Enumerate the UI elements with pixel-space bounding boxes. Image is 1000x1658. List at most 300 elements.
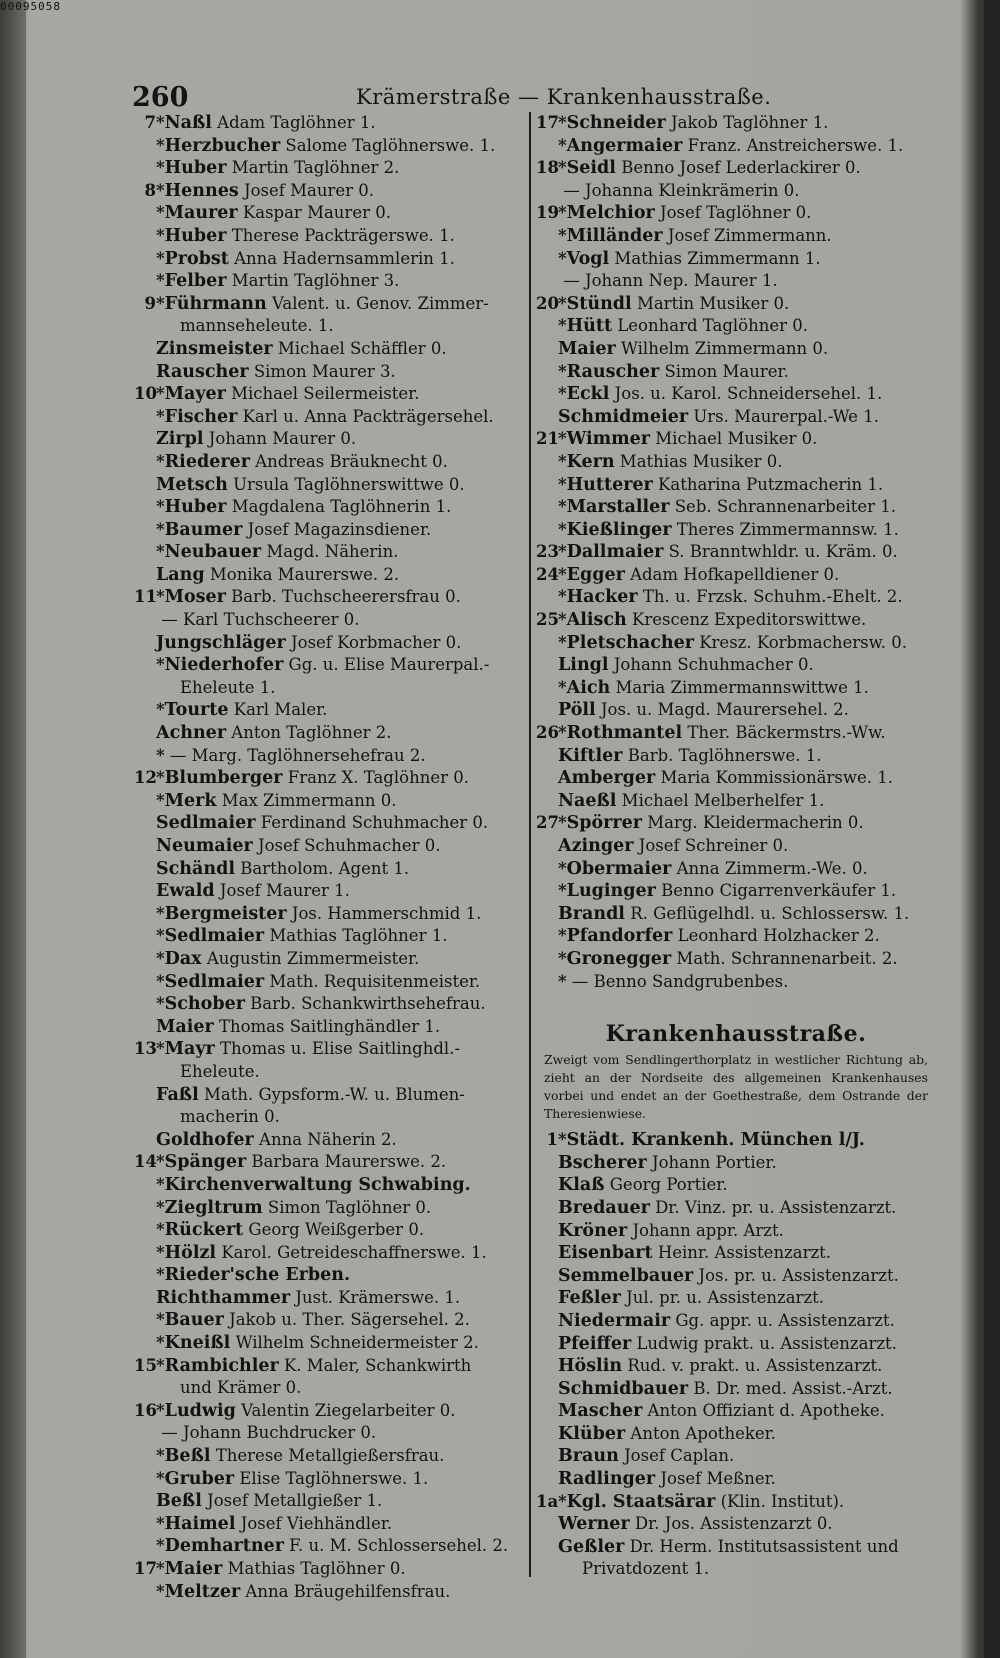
directory-entry: [536, 1468, 936, 1491]
directory-entry: [536, 248, 936, 271]
resident-details: Simon Maurer.: [664, 361, 789, 381]
resident-name: Ziegltrum: [164, 1197, 263, 1218]
owner-marker: *: [558, 1130, 567, 1150]
resident-name: Goldhofer: [156, 1129, 254, 1150]
directory-entry: [536, 564, 936, 587]
resident-name: Schneider: [566, 113, 666, 133]
owner-marker: *: [156, 1446, 165, 1466]
resident-name: Demhartner: [164, 1536, 284, 1557]
directory-entry: [134, 1287, 526, 1310]
directory-entry: [536, 1355, 936, 1378]
directory-entry: [134, 677, 526, 700]
section-title: Krankenhausstraße.: [605, 1021, 867, 1048]
resident-name: Kgl. Staatsärar: [566, 1491, 716, 1512]
owner-marker: *: [156, 655, 165, 675]
directory-entry: [536, 406, 936, 429]
directory-entry: [134, 338, 526, 361]
resident-details: Mathias Taglöhner 0.: [227, 1559, 406, 1578]
resident-details: Dr. Vinz. pr. u. Assistenzarzt.: [655, 1197, 897, 1217]
entry-continuation: Eheleute 1.: [180, 677, 276, 697]
house-number: 9: [144, 293, 156, 313]
owner-marker: *: [156, 768, 165, 788]
directory-entry: [536, 1558, 936, 1581]
directory-entry: [134, 1242, 526, 1265]
directory-entry: [134, 925, 526, 948]
directory-entry: [536, 1152, 936, 1175]
house-number: 20: [536, 293, 559, 313]
resident-details: Josef Metallgießer 1.: [207, 1491, 383, 1511]
right-column-entries: [536, 112, 936, 993]
directory-entry: [134, 1355, 526, 1378]
resident-details: Just. Krämerswe. 1.: [295, 1287, 461, 1307]
directory-entry: [536, 1333, 936, 1356]
owner-marker: *: [156, 135, 165, 155]
resident-name: Feßler: [558, 1288, 621, 1309]
owner-marker: *: [156, 203, 165, 223]
resident-details: Maria Kommissionärswe. 1.: [660, 768, 893, 788]
resident-details: Gg. appr. u. Assistenzarzt.: [675, 1310, 895, 1330]
resident-details: Anna Zimmerm.-We. 0.: [676, 858, 868, 878]
owner-marker: *: [156, 1400, 165, 1420]
resident-name: Hutterer: [566, 474, 653, 495]
directory-entry: [536, 654, 936, 677]
owner-marker: *: [156, 1559, 165, 1578]
owner-marker: *: [156, 903, 165, 923]
directory-entry: [536, 1265, 936, 1288]
resident-details: Therese Metallgießersfrau.: [215, 1446, 445, 1466]
resident-name: Gruber: [164, 1468, 235, 1489]
directory-entry: [536, 1378, 936, 1401]
owner-marker: *: [156, 1581, 165, 1601]
directory-entry: [134, 564, 526, 587]
resident-name: Mayer: [164, 384, 226, 405]
directory-entry: [536, 722, 936, 745]
resident-details: Anna Näherin 2.: [259, 1129, 397, 1149]
resident-details: — Johann Nep. Maurer 1.: [563, 271, 778, 291]
directory-entry: [134, 248, 526, 271]
resident-name: Aich: [566, 677, 611, 698]
directory-entry: [134, 202, 526, 225]
resident-name: Niedermair: [558, 1310, 671, 1331]
resident-name: Metsch: [156, 474, 228, 495]
owner-marker: *: [558, 948, 567, 968]
resident-details: Magdalena Taglöhnerin 1.: [231, 497, 452, 517]
resident-name: Dax: [164, 948, 202, 969]
directory-entry: [536, 1423, 936, 1446]
owner-marker: *: [558, 881, 567, 901]
resident-details: Adam Hofkapelldiener 0.: [630, 564, 840, 584]
resident-name: Melchior: [566, 203, 655, 224]
directory-entry: [536, 699, 936, 722]
resident-name: Schmidbauer: [558, 1378, 689, 1399]
directory-entry: [536, 1129, 936, 1152]
resident-name: Gronegger: [566, 948, 672, 969]
resident-name: Fischer: [164, 406, 238, 427]
resident-name: Ewald: [156, 881, 215, 902]
resident-name: Maier: [164, 1559, 223, 1579]
resident-name: Höslin: [558, 1356, 623, 1377]
resident-details: Ferdinand Schuhmacher 0.: [260, 813, 489, 833]
resident-details: Michael Melberhelfer 1.: [621, 790, 825, 810]
resident-name: Schändl: [156, 858, 235, 879]
resident-details: Marg. Kleidermacherin 0.: [647, 813, 864, 833]
owner-marker: *: [558, 203, 567, 223]
owner-marker: *: [156, 926, 165, 946]
directory-entry: [536, 1400, 936, 1423]
resident-details: Benno Cigarrenverkäufer 1.: [661, 881, 897, 901]
house-number: 21: [536, 429, 559, 449]
directory-entry: [134, 383, 526, 406]
directory-entry: [134, 1061, 526, 1084]
owner-marker: *: [558, 564, 567, 584]
section-entries: [536, 1129, 936, 1581]
column-divider: [529, 112, 531, 1577]
resident-details: K. Maler, Schankwirth: [283, 1355, 472, 1375]
owner-marker: *: [156, 180, 165, 200]
page-edge-shadow: [984, 0, 1000, 1658]
owner-marker: *: [558, 225, 567, 245]
directory-entry: [134, 1513, 526, 1536]
resident-details: (Klin. Institut).: [720, 1491, 845, 1511]
resident-name: Obermaier: [566, 858, 672, 879]
directory-entry: [134, 180, 526, 203]
owner-marker: *: [156, 497, 165, 517]
directory-entry: [134, 361, 526, 384]
section-description: Zweigt vom Sendlingerthorplatz in westlicher Richtung ab, zieht an der Nordseite des allgemeinen Krankenhauses vorbei und endet an der Goethestraße, dem Ostrande der Theresienwiese.: [544, 1052, 928, 1122]
directory-entry: [134, 1219, 526, 1242]
owner-marker: *: [156, 1039, 165, 1059]
directory-entry: [134, 745, 526, 768]
resident-details: Josef Korbmacher 0.: [291, 632, 462, 652]
resident-details: Barb. Taglöhnerswe. 1.: [627, 745, 822, 765]
resident-name: Felber: [164, 271, 227, 292]
resident-details: Karol. Getreideschaffnerswe. 1.: [221, 1242, 487, 1262]
directory-entry: [134, 519, 526, 542]
directory-entry: [536, 971, 936, 994]
resident-name: Brandl: [558, 903, 625, 924]
directory-entry: [536, 1445, 936, 1468]
owner-marker: *: [156, 1174, 165, 1194]
resident-details: Martin Taglöhner 3.: [231, 271, 400, 291]
house-number: 14: [134, 1152, 157, 1172]
directory-entry: [134, 1490, 526, 1513]
directory-entry: [536, 677, 936, 700]
owner-marker: *: [156, 1152, 165, 1172]
resident-name: Merk: [164, 790, 217, 811]
owner-marker: *: [558, 542, 567, 562]
owner-marker: *: [156, 1333, 165, 1353]
directory-entry: [536, 293, 936, 316]
directory-entry: [536, 1513, 936, 1536]
directory-entry: [536, 1287, 936, 1310]
resident-details: Katharina Putzmacherin 1.: [658, 474, 884, 494]
resident-name: Egger: [566, 564, 625, 585]
house-number: 18: [536, 158, 559, 178]
resident-name: Radlinger: [558, 1469, 656, 1490]
owner-marker: *: [558, 587, 567, 607]
resident-details: Simon Maurer 3.: [253, 361, 396, 381]
resident-details: Jos. u. Magd. Maurersehel. 2.: [600, 700, 849, 720]
resident-details: Jul. pr. u. Assistenzarzt.: [626, 1288, 825, 1308]
resident-name: Angermaier: [566, 135, 683, 156]
resident-name: Maurer: [164, 203, 238, 224]
resident-details: Andreas Bräuknecht 0.: [255, 451, 448, 471]
directory-entry: [134, 428, 526, 451]
resident-details: Wilhelm Zimmermann 0.: [620, 338, 829, 358]
resident-details: Martin Musiker 0.: [636, 293, 790, 313]
resident-name: Schober: [164, 994, 245, 1015]
directory-entry: [134, 1174, 526, 1197]
owner-marker: *: [558, 361, 567, 381]
owner-marker: *: [156, 1536, 165, 1556]
resident-details: — Karl Tuchscheerer 0.: [161, 610, 360, 630]
resident-name: Niederhofer: [164, 655, 284, 676]
owner-marker: *: [156, 113, 165, 132]
resident-name: Rauscher: [566, 361, 660, 382]
directory-entry: [134, 654, 526, 677]
resident-details: Mathias Taglöhner 1.: [269, 926, 448, 946]
resident-name: Semmelbauer: [558, 1265, 694, 1286]
owner-marker: *: [558, 1491, 567, 1511]
directory-entry: [536, 180, 936, 203]
directory-entry: [536, 925, 936, 948]
resident-name: Herzbucher: [164, 135, 281, 156]
house-number: 24: [536, 564, 559, 584]
resident-details: Math. Gypsform.-W. u. Blumen-: [204, 1084, 465, 1104]
resident-name: Baumer: [164, 519, 243, 540]
resident-name: Azinger: [558, 836, 634, 856]
resident-name: Ludwig: [164, 1400, 236, 1421]
resident-details: Jakob u. Ther. Sägersehel. 2.: [229, 1310, 470, 1330]
owner-marker: *: [558, 632, 567, 652]
resident-name: Braun: [558, 1446, 619, 1467]
directory-entry: [536, 1174, 936, 1197]
owner-marker: *: [558, 135, 567, 155]
resident-name: Neubauer: [164, 542, 262, 563]
resident-details: Urs. Maurerpal.-We 1.: [693, 406, 879, 426]
resident-details: Josef Maurer 0.: [244, 180, 375, 200]
owner-marker: *: [156, 948, 165, 968]
owner-marker: *: [156, 971, 165, 991]
resident-details: Math. Schrannenarbeit. 2.: [676, 948, 898, 968]
resident-name: Kneißl: [164, 1333, 231, 1354]
resident-name: Tourte: [164, 700, 229, 721]
directory-entry: [134, 586, 526, 609]
directory-entry: [134, 835, 526, 858]
directory-entry: [134, 315, 526, 338]
directory-entry: [536, 767, 936, 790]
house-number: 27: [536, 813, 559, 833]
directory-entry: [134, 1084, 526, 1107]
house-number: 15: [134, 1355, 157, 1375]
resident-name: Bredauer: [558, 1197, 650, 1218]
directory-entry: [536, 157, 936, 180]
resident-name: Naßl: [164, 113, 212, 133]
resident-details: Thomas Saitlinghändler 1.: [218, 1016, 441, 1036]
directory-entry: [536, 270, 936, 293]
directory-entry: [536, 880, 936, 903]
resident-name: Lingl: [558, 655, 609, 676]
directory-entry: [134, 971, 526, 994]
section-spacer: [536, 993, 936, 1017]
directory-entry: [536, 790, 936, 813]
owner-marker: *: [156, 700, 165, 720]
directory-entry: [536, 428, 936, 451]
resident-details: Jos. Hammerschmid 1.: [291, 903, 482, 923]
resident-name: Spörrer: [566, 813, 642, 834]
owner-marker: *: [156, 451, 165, 471]
owner-marker: *: [558, 293, 567, 313]
directory-entry: [536, 225, 936, 248]
resident-details: Michael Seilermeister.: [231, 384, 420, 404]
resident-details: Rud. v. prakt. u. Assistenzarzt.: [627, 1356, 883, 1376]
owner-marker: *: [156, 271, 165, 291]
directory-entry: [134, 1468, 526, 1491]
resident-name: Sedlmaier: [156, 813, 256, 834]
resident-name: Rückert: [164, 1220, 244, 1241]
running-title: Krämerstraße — Krankenhausstraße.: [356, 85, 772, 109]
resident-name: Pöll: [558, 700, 596, 721]
resident-details: Martin Taglöhner 2.: [231, 158, 400, 178]
house-number: 17: [134, 1559, 157, 1578]
resident-name: Marstaller: [566, 497, 670, 518]
resident-name: Hennes: [164, 180, 239, 201]
owner-marker: *: [156, 1197, 165, 1217]
resident-details: Benno Josef Lederlackirer 0.: [621, 158, 861, 178]
directory-entry: [134, 1558, 526, 1581]
resident-name: Luginger: [566, 881, 656, 902]
directory-entry: [134, 1422, 526, 1445]
directory-entry: [536, 135, 936, 158]
resident-name: Achner: [156, 723, 227, 744]
owner-marker: *: [558, 610, 567, 630]
directory-entry: [536, 948, 936, 971]
resident-details: Barb. Tuchscheerersfrau 0.: [231, 587, 461, 607]
owner-marker: *: [558, 677, 567, 697]
resident-details: Franz X. Taglöhner 0.: [287, 768, 469, 788]
resident-name: Rambichler: [164, 1355, 279, 1376]
resident-details: Bartholom. Agent 1.: [240, 858, 410, 878]
left-column: [134, 112, 526, 1603]
directory-entry: [134, 948, 526, 971]
resident-details: Leonhard Taglöhner 0.: [617, 316, 808, 336]
book-gutter: [0, 0, 26, 1658]
owner-marker: *: [156, 519, 165, 539]
resident-name: Eisenbart: [558, 1243, 653, 1264]
owner-marker: *: [156, 587, 165, 607]
resident-details: Georg Portier.: [609, 1175, 728, 1195]
resident-name: Maier: [558, 338, 616, 359]
owner-marker: *: [156, 1265, 165, 1285]
resident-details: Valentin Ziegelarbeiter 0.: [241, 1400, 456, 1420]
directory-entry: [134, 406, 526, 429]
owner-marker: *: [156, 158, 165, 178]
owner-marker: *: [156, 745, 165, 765]
directory-entry: [134, 541, 526, 564]
entry-continuation: Privatdozent 1.: [582, 1559, 710, 1579]
directory-entry: [536, 812, 936, 835]
resident-details: Anton Apotheker.: [630, 1423, 776, 1443]
resident-details: Salome Taglöhnerswe. 1.: [285, 135, 496, 155]
resident-details: Ther. Bäckermstrs.-Ww.: [687, 723, 886, 743]
resident-details: Josef Zimmermann.: [667, 225, 832, 245]
directory-entry: [134, 880, 526, 903]
directory-entry: [134, 451, 526, 474]
resident-details: Dr. Herm. Institutsassistent und: [629, 1536, 899, 1556]
directory-entry: [536, 1536, 936, 1559]
house-number: 16: [134, 1400, 157, 1420]
owner-marker: *: [156, 1513, 165, 1533]
owner-marker: *: [558, 723, 567, 743]
resident-name: Beßl: [156, 1491, 202, 1512]
resident-name: Zinsmeister: [156, 338, 273, 359]
house-number: 13: [134, 1039, 157, 1059]
resident-name: Faßl: [156, 1084, 199, 1105]
resident-details: Johann Maurer 0.: [208, 429, 357, 449]
house-number: 8: [144, 180, 156, 200]
resident-details: Leonhard Holzhacker 2.: [677, 926, 880, 946]
directory-entry: [536, 1220, 936, 1243]
directory-entry: [134, 1332, 526, 1355]
resident-name: Kröner: [558, 1220, 628, 1241]
resident-name: Hölzl: [164, 1242, 217, 1263]
entry-continuation: und Krämer 0.: [180, 1378, 302, 1398]
owner-marker: *: [156, 1220, 165, 1240]
resident-name: Rauscher: [156, 361, 249, 382]
directory-entry: [134, 903, 526, 926]
owner-marker: *: [156, 406, 165, 426]
resident-name: Mayr: [164, 1039, 215, 1060]
resident-name: Blumberger: [164, 768, 283, 789]
entry-continuation: mannseheleute. 1.: [180, 316, 334, 336]
directory-entry: [134, 225, 526, 248]
resident-name: Maier: [156, 1016, 214, 1037]
resident-name: Alisch: [566, 610, 627, 631]
owner-marker: *: [558, 248, 567, 268]
owner-marker: *: [156, 994, 165, 1014]
owner-marker: *: [156, 1310, 165, 1330]
resident-name: Haimel: [164, 1513, 236, 1534]
house-number: 25: [536, 610, 559, 630]
house-number: 10: [134, 384, 157, 404]
resident-name: Eckl: [566, 384, 610, 405]
resident-details: Dr. Jos. Assistenzarzt 0.: [634, 1514, 833, 1534]
resident-name: Moser: [164, 587, 226, 608]
resident-name: Vogl: [566, 248, 610, 269]
house-number: 19: [536, 203, 559, 223]
resident-details: Michael Schäffler 0.: [277, 338, 447, 358]
resident-name: Bergmeister: [164, 903, 287, 924]
resident-details: Wilhelm Schneidermeister 2.: [235, 1333, 479, 1353]
resident-details: Josef Schreiner 0.: [638, 836, 789, 855]
resident-name: Riederer: [164, 451, 250, 472]
resident-name: Amberger: [558, 768, 656, 789]
owner-marker: *: [558, 858, 567, 878]
owner-marker: *: [558, 926, 567, 946]
resident-details: Math. Requisitenmeister.: [269, 971, 481, 991]
resident-name: Spänger: [164, 1152, 247, 1173]
resident-details: Franz. Anstreicherswe. 1.: [687, 135, 904, 155]
resident-details: Elise Taglöhnerswe. 1.: [239, 1468, 429, 1488]
resident-name: Bauer: [164, 1310, 224, 1331]
resident-name: Mascher: [558, 1401, 643, 1422]
directory-entry: [536, 361, 936, 384]
resident-details: Michael Musiker 0.: [655, 429, 818, 449]
resident-name: Klüber: [558, 1423, 626, 1444]
owner-marker: *: [558, 384, 567, 404]
resident-details: Thomas u. Elise Saitlinghdl.-: [220, 1039, 461, 1059]
resident-details: Josef Meßner.: [660, 1469, 776, 1489]
